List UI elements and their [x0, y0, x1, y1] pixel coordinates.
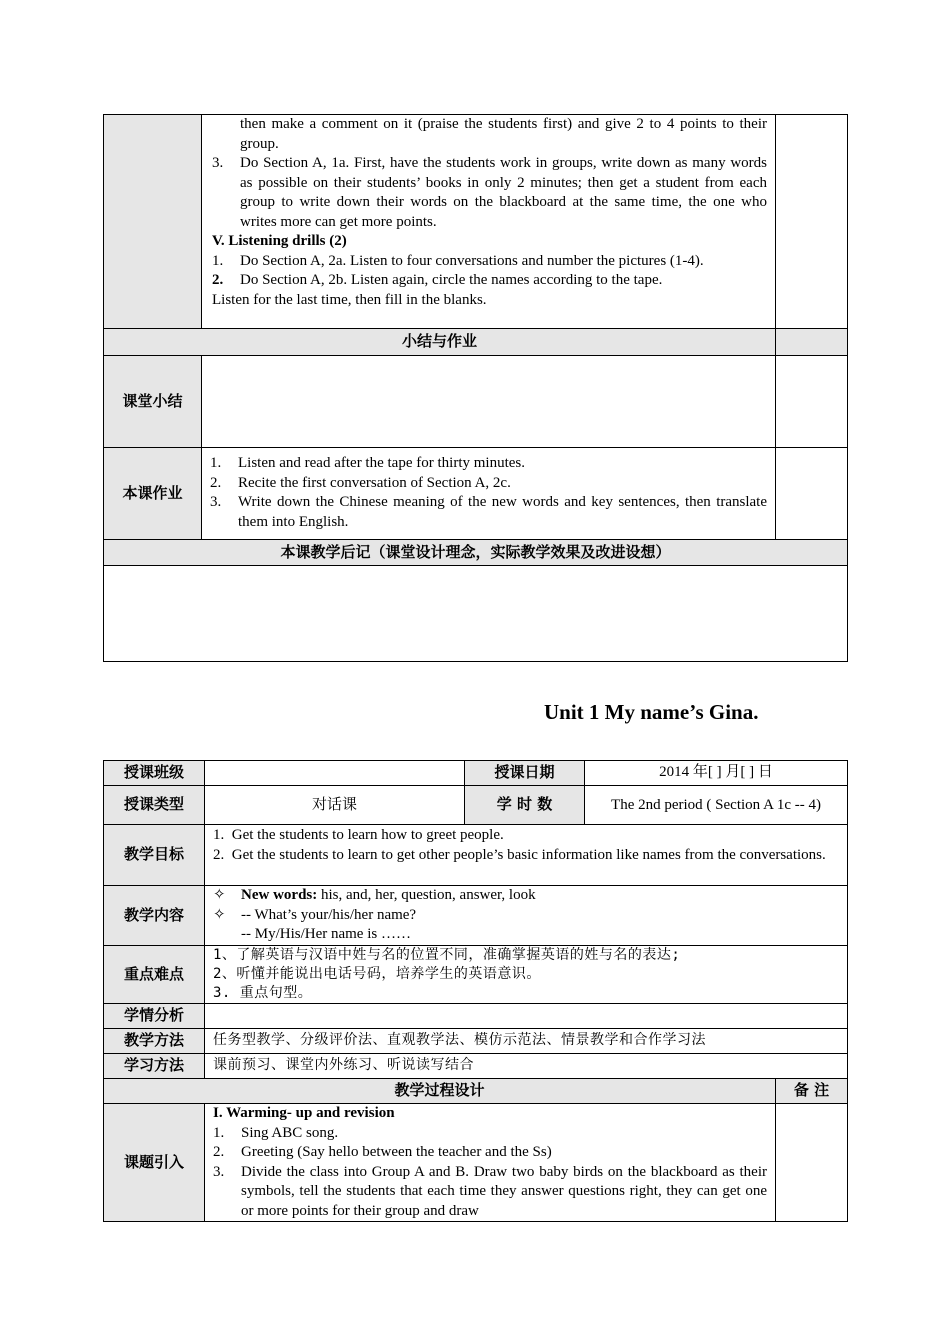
date-value: 2014 年[ ] 月[ ] 日	[585, 761, 848, 786]
warmup-item: 2. Greeting (Say hello between the teacher and the Ss)	[213, 1144, 552, 1160]
analysis-value	[205, 1004, 848, 1029]
list-item: 1. Do Section A, 2a. Listen to four conversations and number the pictures (1-4).	[212, 252, 704, 269]
analysis-label: 学情分析	[104, 1004, 205, 1029]
method-value: 任务型教学、分级评价法、直观教学法、模仿示范法、情景教学和合作学习法	[205, 1029, 848, 1054]
diamond-bullet-icon: ✧	[213, 887, 226, 903]
homework-item: 1. Listen and read after the tape for thirty minutes.	[210, 455, 525, 471]
sentence-answer-line: -- My/His/Her name is ……	[241, 926, 411, 942]
intro-remark	[776, 1104, 848, 1222]
date-label: 授课日期	[465, 761, 585, 786]
homework-item: 2. Recite the first conversation of Section A, 2c.	[210, 474, 511, 491]
hours-value: The 2nd period ( Section A 1c -- 4)	[585, 786, 848, 825]
list-item: 3. Do Section A, 1a. First, have the students work in groups, write down as many words as possible on their students’ books in only 2 minutes; then get a student from each group to write down their words on the blackboard at the same time, the one who writes more can get more points.	[212, 155, 767, 230]
process-label-cell	[104, 115, 202, 329]
key-point: 1、了解英语与汉语中姓与名的位置不同，准确掌握英语的姓与名的表达;	[213, 947, 681, 963]
continuation-text: then make a comment on it (praise the students first) and give 2 to 4 points to their group.	[240, 116, 767, 152]
process-content-cell	[202, 115, 776, 329]
list-item: 2. Do Section A, 2b. Listen again, circle the names according to the tape.	[212, 272, 663, 288]
sentence-question-line: ✧ -- What’s your/his/her name?	[213, 906, 839, 926]
key-point: 2、听懂并能说出电话号码，培养学生的英语意识。	[213, 966, 541, 982]
unit-title: Unit 1 My name’s Gina.	[544, 700, 759, 724]
study-label: 学习方法	[104, 1054, 205, 1079]
intro-label: 课题引入	[104, 1104, 205, 1222]
intro-content	[205, 1104, 776, 1222]
summary-header: 小结与作业	[104, 329, 776, 356]
listening-heading: V. Listening drills (2)	[212, 233, 347, 249]
warmup-item: 1. Sing ABC song.	[213, 1124, 339, 1141]
goals-label: 教学目标	[104, 825, 205, 886]
summary-header-remark	[776, 329, 848, 356]
method-label: 教学方法	[104, 1029, 205, 1054]
reflection-content	[104, 566, 848, 662]
new-words-line: ✧ New words: his, and, her, question, answer, look	[213, 886, 839, 906]
process-header: 教学过程设计	[104, 1079, 776, 1104]
lesson-plan-table	[103, 760, 848, 1222]
class-summary-remark	[776, 356, 848, 448]
type-value: 对话课	[205, 786, 465, 825]
remarks-header: 备 注	[776, 1079, 848, 1104]
class-label: 授课班级	[104, 761, 205, 786]
homework-remark	[776, 448, 848, 540]
warmup-item: 3. Divide the class into Group A and B. Draw two baby birds on the blackboard as their symbols, tell the students that each time they answer questions right, they can get one or more points for their group and draw	[213, 1163, 767, 1219]
diamond-bullet-icon: ✧	[213, 906, 226, 923]
listening-last: Listen for the last time, then fill in the blanks.	[212, 291, 487, 308]
key-points-cell	[205, 946, 848, 1004]
reflection-header: 本课教学后记（课堂设计理念，实际教学效果及改进设想）	[104, 540, 848, 566]
homework-item: 3. Write down the Chinese meaning of the new words and key sentences, then translate them into English.	[210, 494, 767, 530]
remarks-cell	[776, 115, 848, 329]
hours-label: 学 时 数	[465, 786, 585, 825]
content-cell	[205, 886, 848, 946]
warmup-heading: I. Warming- up and revision	[213, 1105, 395, 1121]
class-value	[205, 761, 465, 786]
goal-item: 1. Get the students to learn how to greet people.	[213, 827, 504, 843]
type-label: 授课类型	[104, 786, 205, 825]
homework-content	[202, 448, 776, 540]
goal-item: 2. Get the students to learn to get other people’s basic information like names from the conversations.	[213, 846, 826, 863]
homework-label: 本课作业	[104, 448, 202, 540]
previous-lesson-table	[103, 114, 848, 662]
content-label: 教学内容	[104, 886, 205, 946]
key-point: 3. 重点句型。	[213, 985, 313, 1001]
key-label: 重点难点	[104, 946, 205, 1004]
class-summary-value	[202, 356, 776, 448]
class-summary-label: 课堂小结	[104, 356, 202, 448]
goals-content	[205, 825, 848, 886]
study-value: 课前预习、课堂内外练习、听说读写结合	[205, 1054, 848, 1079]
